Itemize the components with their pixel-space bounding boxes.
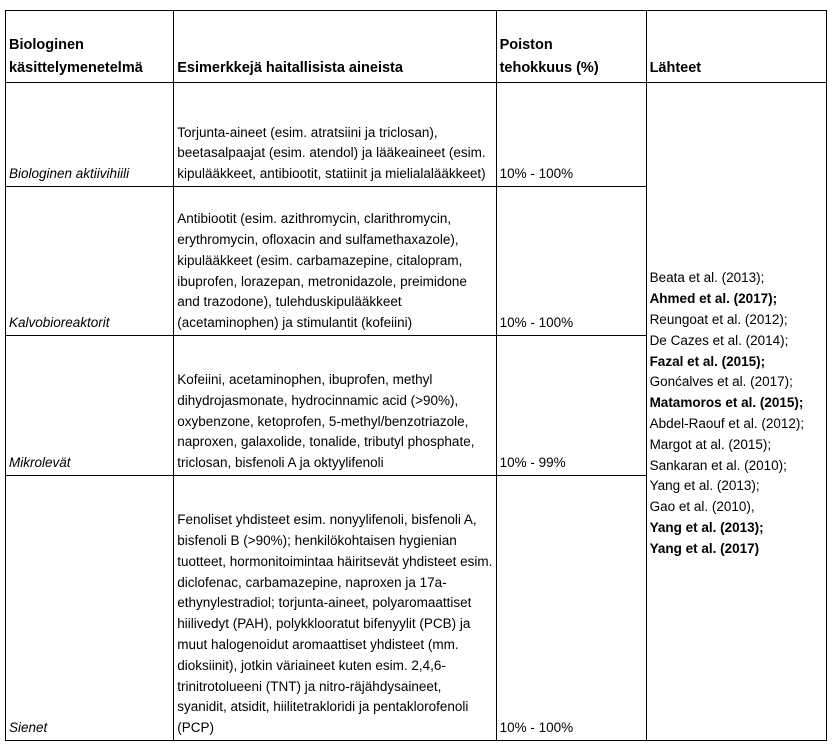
header-method-line2: käsittelymenetelmä (9, 60, 143, 76)
header-row (6, 11, 827, 83)
source-reference: Gonćalves et al. (2017); (649, 374, 793, 390)
header-method-line1: Biologinen (9, 37, 84, 53)
examples-cell: Torjunta-aineet (esim. atratsiini ja triclosan), beetasalpaajat (esim. atendol) ja lääkeaineet (esim. kipulääkkeet, antibiootit, statiinit ja mielialalääkkeet) (174, 83, 496, 187)
source-reference: De Cazes et al. (2014); (649, 332, 789, 348)
header-examples (174, 11, 496, 83)
header-sources-label: Lähteet (649, 60, 702, 76)
source-reference: Reungoat et al. (2012); (649, 312, 788, 328)
source-reference: Ahmed et al. (2017); (649, 291, 778, 307)
efficiency-cell: 10% - 100% (496, 83, 646, 187)
examples-cell: Kofeiini, acetaminophen, ibuprofen, methyl dihydrojasmonate, hydrocinnamic acid (>90%), oxybenzone, ketoprofen, 5-methyl/benzotriazole, naproxen, galaxolide, tonalide, tributyl phosphate, triclosan, bisfenoli A ja oktyylifenoli (174, 336, 496, 476)
efficiency-cell: 10% - 100% (496, 476, 646, 741)
method-cell: Mikrolevät (6, 336, 174, 476)
source-reference: Yang et al. (2013); (649, 478, 760, 494)
method-cell: Sienet (6, 476, 174, 741)
source-reference: Fazal et al. (2015); (649, 353, 766, 369)
sources-cell (646, 83, 826, 741)
header-examples-label: Esimerkkejä haitallisista aineista (177, 60, 403, 76)
header-efficiency-line1: Poiston (499, 37, 553, 53)
source-reference: Gao et al. (2010), (649, 499, 755, 515)
efficiency-cell: 10% - 100% (496, 187, 646, 336)
efficiency-cell: 10% - 99% (496, 336, 646, 476)
header-method (6, 11, 174, 83)
table-row (6, 83, 827, 187)
examples-cell: Antibiootit (esim. azithromycin, clarithromycin, erythromycin, ofloxacin and sulfamethaxazole), kipulääkkeet (esim. carbamazepine, citalopram, ibuprofen, lorazepan, metronidazole, preimidone and trazodone), tulehduskipulääkkeet (acetaminophen) ja stimulantit (kofeiini) (174, 187, 496, 336)
header-sources (646, 11, 826, 83)
source-reference: Yang et al. (2017) (649, 540, 760, 556)
method-cell: Biologinen aktiivihiili (6, 83, 174, 187)
source-reference: Matamoros et al. (2015); (649, 395, 804, 411)
removal-efficiency-table (5, 10, 827, 741)
source-reference: Yang et al. (2013); (649, 519, 764, 535)
header-efficiency-line2: tehokkuus (%) (499, 60, 599, 76)
source-reference: Margot at al. (2015); (649, 436, 772, 452)
method-cell: Kalvobioreaktorit (6, 187, 174, 336)
source-reference: Abdel-Raouf et al. (2012); (649, 416, 805, 431)
source-reference: Beata et al. (2013); (649, 270, 765, 286)
source-reference: Sankaran et al. (2010); (649, 457, 787, 473)
examples-cell: Fenoliset yhdisteet esim. nonyylifenoli, bisfenoli A, bisfenoli B (>90%); henkilökohtaisen hygienian tuotteet, hormonitoimintaa häiritsevät yhdisteet esim. diclofenac, carbamazepine, naproxen ja 17a-ethynylestradiol; torjunta-aineet, polyaromaattiset hiilivedyt (PAH), polykklooratut bifenyylit (PCB) ja muut halogenoidut aromaattiset yhdisteet (mm. dioksiinit), jotkin väriaineet kuten esim. 2,4,6- trinitrotolueeni (TNT) ja nitro-räjähdysaineet, syanidit, atsidit, hiilitetrakloridi ja pentaklorofenoli (PCP) (174, 476, 496, 741)
header-efficiency (496, 11, 646, 83)
